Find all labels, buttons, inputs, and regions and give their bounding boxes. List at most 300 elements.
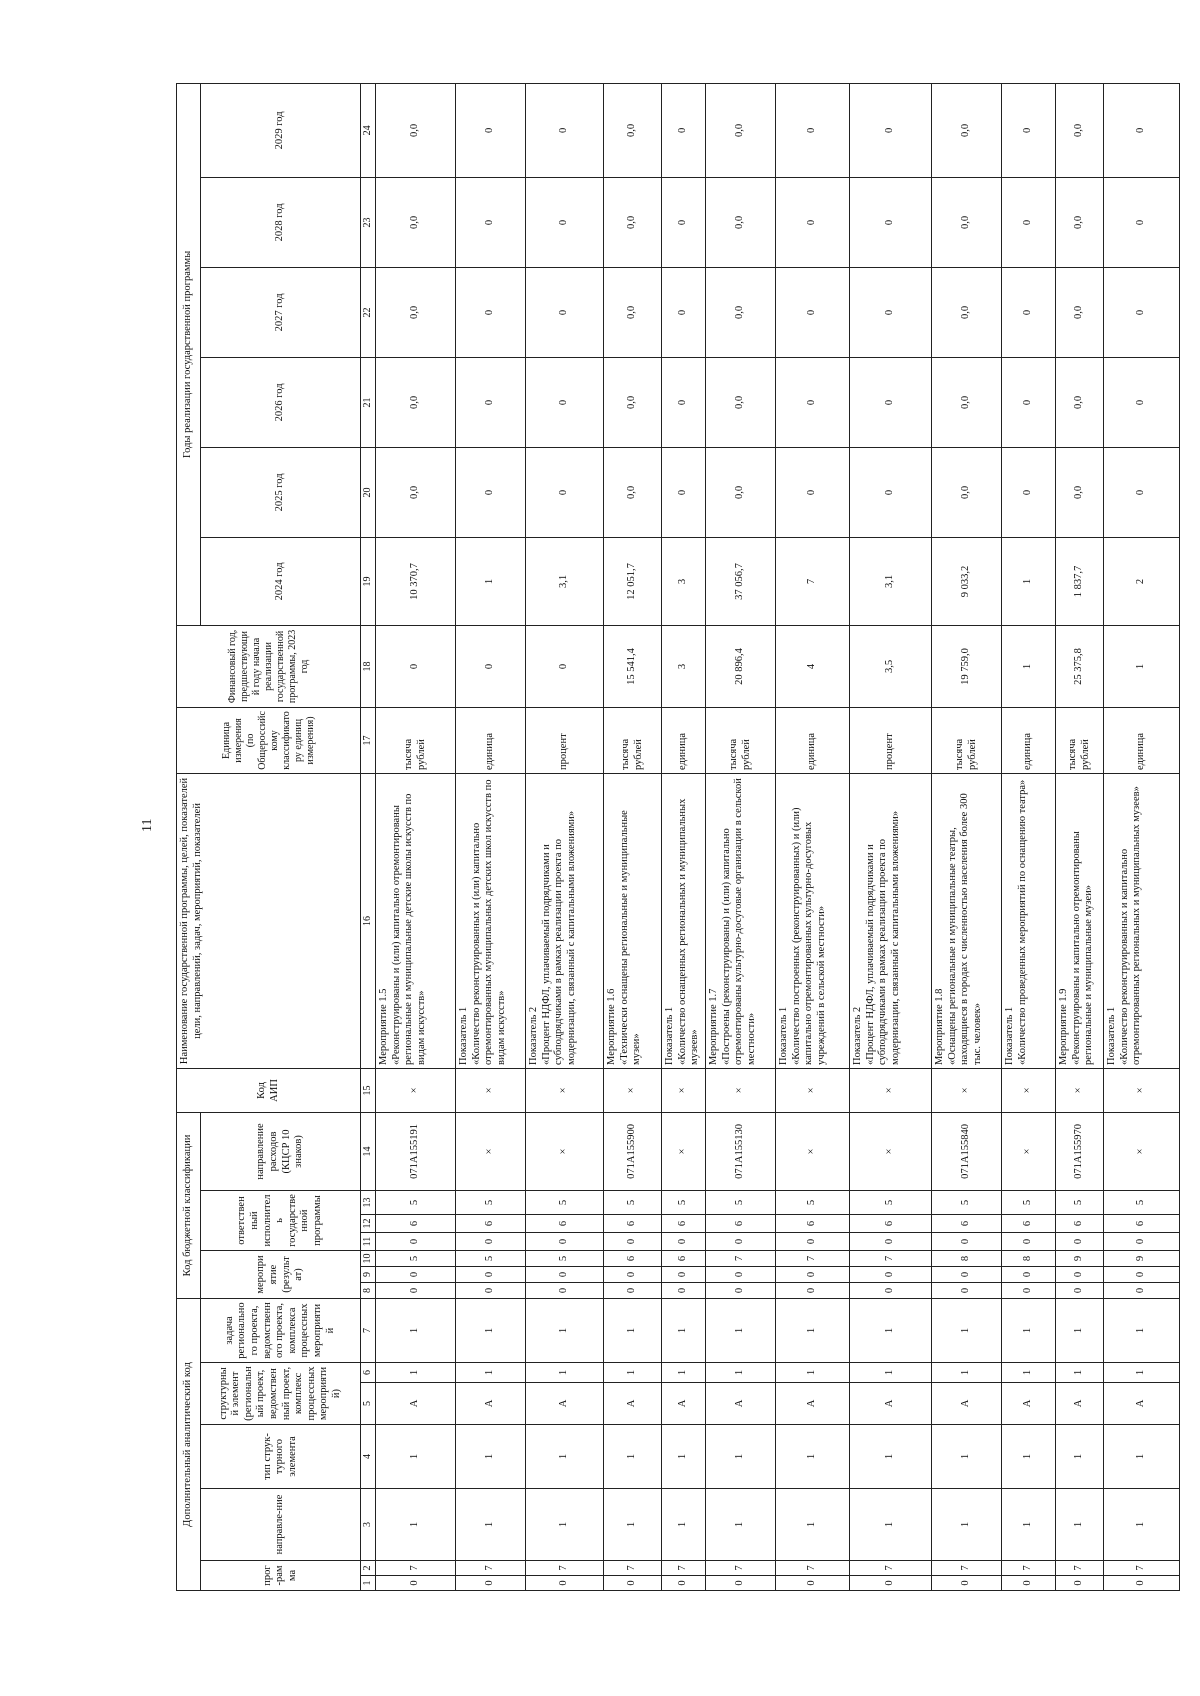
code-cell: 9 xyxy=(1056,1251,1104,1267)
header-year-2024: 2024 год xyxy=(201,537,361,625)
unit-cell: тысяча рублей xyxy=(376,707,456,773)
year-value-cell: 0,0 xyxy=(932,447,1002,537)
table-row xyxy=(1002,83,1056,1590)
code-cell: 1 xyxy=(1104,1489,1180,1561)
item-name: «Построены (реконструированы) и (или) капитально отремонтированы культурно-досуговые организации в сельской местности» xyxy=(720,778,757,1065)
code-cell: 1 xyxy=(456,1489,526,1561)
item-kind: Показатель 2 xyxy=(528,1006,539,1065)
year-value-cell: 0,0 xyxy=(932,267,1002,357)
column-number: 10 xyxy=(361,1251,376,1267)
year-value-cell: 0 xyxy=(662,267,706,357)
base-year-cell: 4 xyxy=(776,625,850,707)
unit-cell: единица xyxy=(1002,707,1056,773)
year-value-cell: 0 xyxy=(1104,267,1180,357)
unit-cell: единица xyxy=(776,707,850,773)
aip-cell: × xyxy=(662,1068,706,1112)
item-kind: Мероприятие 1.7 xyxy=(708,988,719,1065)
column-number: 16 xyxy=(361,773,376,1068)
unit-cell: тысяча рублей xyxy=(706,707,776,773)
code-cell: 7 xyxy=(456,1561,526,1576)
table-row xyxy=(1056,83,1104,1590)
year-value-cell: 9 033,2 xyxy=(932,537,1002,625)
code-cell: 1 xyxy=(850,1489,932,1561)
code-cell: 0 xyxy=(1002,1283,1056,1299)
code-cell: 1 xyxy=(662,1489,706,1561)
year-value-cell: 0,0 xyxy=(604,267,662,357)
base-year-cell: 1 xyxy=(1002,625,1056,707)
item-kind: Мероприятие 1.6 xyxy=(606,988,617,1065)
column-number: 2 xyxy=(361,1561,376,1576)
code-cell: 0 xyxy=(776,1267,850,1283)
rotated-table-container xyxy=(176,104,1200,1591)
code-cell: 6 xyxy=(526,1215,604,1233)
code-cell: 0 xyxy=(932,1233,1002,1251)
year-value-cell: 0,0 xyxy=(604,83,662,177)
code-cell: 0 xyxy=(376,1233,456,1251)
item-kind: Мероприятие 1.5 xyxy=(378,988,389,1065)
description-cell xyxy=(604,773,662,1068)
year-value-cell: 0 xyxy=(526,447,604,537)
column-number: 23 xyxy=(361,177,376,267)
code-cell: 5 xyxy=(662,1191,706,1215)
code-cell: 0 xyxy=(850,1283,932,1299)
year-value-cell: 0 xyxy=(850,267,932,357)
aip-cell: × xyxy=(1056,1068,1104,1112)
item-name: «Количество реконструированных и капитально отремонтированных региональных и муниципальных музеев» xyxy=(1118,786,1143,1065)
code-cell: 6 xyxy=(604,1215,662,1233)
code-cell: 1 xyxy=(1056,1489,1104,1561)
header-year-2025: 2025 год xyxy=(201,447,361,537)
code-cell: 1 xyxy=(932,1299,1002,1363)
code-cell: 0 xyxy=(706,1267,776,1283)
code-cell: 0 xyxy=(850,1233,932,1251)
kcsr-cell: × xyxy=(850,1112,932,1190)
code-cell: 9 xyxy=(1104,1251,1180,1267)
code-cell: 1 xyxy=(850,1425,932,1489)
year-value-cell: 3 xyxy=(662,537,706,625)
year-value-cell: 0 xyxy=(850,177,932,267)
code-cell: А xyxy=(706,1383,776,1425)
year-value-cell: 0,0 xyxy=(604,357,662,447)
item-kind: Показатель 1 xyxy=(1106,1006,1117,1065)
year-value-cell: 0 xyxy=(1002,177,1056,267)
code-cell: 0 xyxy=(932,1576,1002,1591)
kcsr-cell: × xyxy=(526,1112,604,1190)
code-cell: 0 xyxy=(456,1576,526,1591)
code-cell: 0 xyxy=(1104,1576,1180,1591)
code-cell: 0 xyxy=(932,1283,1002,1299)
year-value-cell: 0,0 xyxy=(1056,447,1104,537)
year-value-cell: 0 xyxy=(1002,267,1056,357)
code-cell: 0 xyxy=(662,1233,706,1251)
item-kind: Показатель 1 xyxy=(778,1006,789,1065)
code-cell: 0 xyxy=(932,1267,1002,1283)
code-cell: 5 xyxy=(456,1191,526,1215)
kcsr-cell: 071А155840 xyxy=(932,1112,1002,1190)
code-cell: 6 xyxy=(850,1215,932,1233)
code-cell: 1 xyxy=(1104,1363,1180,1383)
year-value-cell: 0 xyxy=(526,267,604,357)
item-name: «Оснащены региональные и муниципальные театры, находящиеся в городах с численностью населения более 300 тыс. человек» xyxy=(946,793,983,1065)
item-name: «Количество реконструированных и (или) капитально отремонтированных муниципальных детских школ искусств по видам искусств» xyxy=(470,779,507,1065)
column-number: 14 xyxy=(361,1112,376,1190)
column-number: 6 xyxy=(361,1363,376,1383)
header-struct: структурный элемент (региональный проект, ведомственный проект, комплекс процессных мероприятий) xyxy=(201,1363,361,1425)
code-cell: 0 xyxy=(456,1283,526,1299)
code-cell: 1 xyxy=(1002,1489,1056,1561)
year-value-cell: 0 xyxy=(662,357,706,447)
code-cell: А xyxy=(1056,1383,1104,1425)
code-cell: 5 xyxy=(604,1191,662,1215)
code-cell: 7 xyxy=(776,1251,850,1267)
table-row xyxy=(456,83,526,1590)
base-year-cell: 1 xyxy=(1104,625,1180,707)
aip-cell: × xyxy=(1002,1068,1056,1112)
item-name: «Процент НДФЛ, уплачиваемый подрядчиками и субподрядчиками в рамках реализации проекта по модернизации, связанный с капитальными вложениями» xyxy=(540,810,577,1065)
year-value-cell: 0,0 xyxy=(376,267,456,357)
code-cell: 1 xyxy=(456,1425,526,1489)
code-cell: А xyxy=(456,1383,526,1425)
column-number: 11 xyxy=(361,1233,376,1251)
year-value-cell: 0,0 xyxy=(706,83,776,177)
code-cell: 6 xyxy=(662,1215,706,1233)
column-number-row xyxy=(361,83,376,1590)
base-year-cell: 0 xyxy=(456,625,526,707)
column-number: 12 xyxy=(361,1215,376,1233)
header-year-2029: 2029 год xyxy=(201,83,361,177)
description-cell xyxy=(376,773,456,1068)
code-cell: 7 xyxy=(850,1251,932,1267)
code-cell: 1 xyxy=(604,1363,662,1383)
code-cell: 0 xyxy=(526,1267,604,1283)
code-cell: 8 xyxy=(1002,1251,1056,1267)
header-year-2028: 2028 год xyxy=(201,177,361,267)
item-name: «Количество построенных (реконструированных) и (или) капитально отремонтированных культурно-досуговых учреждений в сельской местности» xyxy=(790,807,827,1065)
column-number: 22 xyxy=(361,267,376,357)
code-cell: 6 xyxy=(604,1251,662,1267)
code-cell: 1 xyxy=(1104,1425,1180,1489)
code-cell: 0 xyxy=(706,1283,776,1299)
aip-cell: × xyxy=(706,1068,776,1112)
column-number: 8 xyxy=(361,1283,376,1299)
column-number: 19 xyxy=(361,537,376,625)
code-cell: 0 xyxy=(376,1267,456,1283)
kcsr-cell: 071А155130 xyxy=(706,1112,776,1190)
aip-cell: × xyxy=(932,1068,1002,1112)
code-cell: 0 xyxy=(706,1233,776,1251)
code-cell: 0 xyxy=(1002,1233,1056,1251)
code-cell: 0 xyxy=(1104,1283,1180,1299)
code-cell: 7 xyxy=(932,1561,1002,1576)
code-cell: 1 xyxy=(1056,1425,1104,1489)
aip-cell: × xyxy=(776,1068,850,1112)
unit-cell: единица xyxy=(456,707,526,773)
code-cell: 6 xyxy=(706,1215,776,1233)
aip-cell: × xyxy=(850,1068,932,1112)
header-unit: Единица измерения (по Общероссийскому классификатору единиц измерения) xyxy=(177,707,361,773)
year-value-cell: 0,0 xyxy=(706,267,776,357)
code-cell: 6 xyxy=(1104,1215,1180,1233)
code-cell: 1 xyxy=(1002,1425,1056,1489)
year-value-cell: 0,0 xyxy=(376,83,456,177)
year-value-cell: 0,0 xyxy=(1056,177,1104,267)
code-cell: 0 xyxy=(1056,1233,1104,1251)
year-value-cell: 0 xyxy=(850,447,932,537)
year-value-cell: 0,0 xyxy=(376,357,456,447)
year-value-cell: 0 xyxy=(526,177,604,267)
code-cell: 0 xyxy=(376,1283,456,1299)
code-cell: 6 xyxy=(376,1215,456,1233)
year-value-cell: 0 xyxy=(776,83,850,177)
year-value-cell: 3,1 xyxy=(850,537,932,625)
code-cell: 0 xyxy=(1056,1283,1104,1299)
year-value-cell: 0 xyxy=(456,177,526,267)
code-cell: 1 xyxy=(1056,1299,1104,1363)
code-cell: 6 xyxy=(1002,1215,1056,1233)
code-cell: 1 xyxy=(604,1299,662,1363)
header-task: задача регионального проекта, ведомственного проекта, комплекса процессных мероприятий xyxy=(201,1299,361,1363)
year-value-cell: 0 xyxy=(776,357,850,447)
kcsr-cell: × xyxy=(1002,1112,1056,1190)
code-cell: 0 xyxy=(526,1576,604,1591)
code-cell: 7 xyxy=(1002,1561,1056,1576)
year-value-cell: 0,0 xyxy=(706,177,776,267)
year-value-cell: 0,0 xyxy=(706,357,776,447)
column-number: 9 xyxy=(361,1267,376,1283)
code-cell: 1 xyxy=(1002,1299,1056,1363)
year-value-cell: 0,0 xyxy=(604,177,662,267)
code-cell: 5 xyxy=(1002,1191,1056,1215)
year-value-cell: 0,0 xyxy=(932,357,1002,447)
description-cell xyxy=(706,773,776,1068)
header-program: прог-рамма xyxy=(201,1561,361,1591)
item-name: «Реконструированы и капитально отремонтированы региональные и муниципальные музеи» xyxy=(1070,831,1095,1065)
code-cell: 1 xyxy=(604,1425,662,1489)
code-cell: 1 xyxy=(456,1363,526,1383)
base-year-cell: 19 759,0 xyxy=(932,625,1002,707)
code-cell: 5 xyxy=(776,1191,850,1215)
code-cell: 0 xyxy=(776,1233,850,1251)
year-value-cell: 0 xyxy=(776,267,850,357)
code-cell: 0 xyxy=(850,1576,932,1591)
kcsr-cell: × xyxy=(456,1112,526,1190)
year-value-cell: 0 xyxy=(1002,83,1056,177)
unit-cell: процент xyxy=(526,707,604,773)
year-value-cell: 1 xyxy=(1002,537,1056,625)
base-year-cell: 25 375,8 xyxy=(1056,625,1104,707)
code-cell: 1 xyxy=(604,1489,662,1561)
header-direction: направле-ние xyxy=(201,1489,361,1561)
aip-cell: × xyxy=(376,1068,456,1112)
header-year-2026: 2026 год xyxy=(201,357,361,447)
header-name: Наименование государственной программы, целей, показателей цели, направлений, задач, мероприятий, показателей xyxy=(177,773,361,1068)
code-cell: А xyxy=(662,1383,706,1425)
code-cell: 0 xyxy=(1056,1267,1104,1283)
code-cell: А xyxy=(932,1383,1002,1425)
code-cell: 5 xyxy=(1056,1191,1104,1215)
code-cell: 1 xyxy=(662,1363,706,1383)
code-cell: 1 xyxy=(1002,1363,1056,1383)
header-type: тип струк-турного элемента xyxy=(201,1425,361,1489)
header-fin-year: Финансовый год, предшествующий году начала реализации государственной программы, 2023 год xyxy=(177,625,361,707)
code-cell: 0 xyxy=(604,1283,662,1299)
code-cell: 1 xyxy=(932,1363,1002,1383)
item-name: «Технически оснащены региональные и муниципальные музеи» xyxy=(618,810,643,1065)
column-number: 18 xyxy=(361,625,376,707)
code-cell: 5 xyxy=(526,1191,604,1215)
year-value-cell: 3,1 xyxy=(526,537,604,625)
code-cell: 1 xyxy=(1056,1363,1104,1383)
year-value-cell: 2 xyxy=(1104,537,1180,625)
column-number: 3 xyxy=(361,1489,376,1561)
year-value-cell: 0 xyxy=(1104,357,1180,447)
code-cell: 1 xyxy=(706,1299,776,1363)
year-value-cell: 0 xyxy=(1002,357,1056,447)
code-cell: 1 xyxy=(662,1299,706,1363)
base-year-cell: 3 xyxy=(662,625,706,707)
header-year-2027: 2027 год xyxy=(201,267,361,357)
column-number: 13 xyxy=(361,1191,376,1215)
year-value-cell: 0 xyxy=(1104,447,1180,537)
code-cell: 1 xyxy=(776,1299,850,1363)
year-value-cell: 0 xyxy=(456,83,526,177)
code-cell: 1 xyxy=(1104,1299,1180,1363)
year-value-cell: 0 xyxy=(1104,177,1180,267)
year-value-cell: 7 xyxy=(776,537,850,625)
code-cell: 0 xyxy=(662,1267,706,1283)
base-year-cell: 0 xyxy=(376,625,456,707)
header-years-group: Годы реализации государственной программы xyxy=(177,83,201,625)
table-row xyxy=(526,83,604,1590)
code-cell: А xyxy=(526,1383,604,1425)
code-cell: 1 xyxy=(376,1425,456,1489)
description-cell xyxy=(932,773,1002,1068)
column-number: 17 xyxy=(361,707,376,773)
code-cell: 1 xyxy=(850,1299,932,1363)
code-cell: 1 xyxy=(376,1299,456,1363)
table-row xyxy=(376,83,456,1590)
kcsr-cell: × xyxy=(776,1112,850,1190)
aip-cell: × xyxy=(526,1068,604,1112)
table-row xyxy=(850,83,932,1590)
code-cell: 7 xyxy=(1104,1561,1180,1576)
code-cell: 1 xyxy=(456,1299,526,1363)
description-cell xyxy=(1002,773,1056,1068)
code-cell: 1 xyxy=(526,1363,604,1383)
code-cell: 5 xyxy=(850,1191,932,1215)
budget-table xyxy=(176,83,1180,1591)
description-cell xyxy=(526,773,604,1068)
code-cell: 1 xyxy=(526,1489,604,1561)
column-number: 7 xyxy=(361,1299,376,1363)
code-cell: А xyxy=(1002,1383,1056,1425)
code-cell: 7 xyxy=(662,1561,706,1576)
code-cell: 0 xyxy=(604,1267,662,1283)
year-value-cell: 10 370,7 xyxy=(376,537,456,625)
kcsr-cell: × xyxy=(1104,1112,1180,1190)
code-cell: А xyxy=(776,1383,850,1425)
code-cell: 1 xyxy=(706,1363,776,1383)
description-cell xyxy=(1056,773,1104,1068)
page-number: 11 xyxy=(140,818,155,832)
year-value-cell: 0 xyxy=(662,447,706,537)
table-body xyxy=(376,83,1180,1590)
year-value-cell: 0 xyxy=(776,447,850,537)
code-cell: 1 xyxy=(706,1425,776,1489)
code-cell: 7 xyxy=(850,1561,932,1576)
unit-cell: единица xyxy=(662,707,706,773)
code-cell: 0 xyxy=(604,1576,662,1591)
code-cell: 0 xyxy=(456,1267,526,1283)
year-value-cell: 12 051,7 xyxy=(604,537,662,625)
aip-cell: × xyxy=(604,1068,662,1112)
year-value-cell: 0 xyxy=(456,267,526,357)
code-cell: 0 xyxy=(850,1267,932,1283)
header-resp: ответственный исполнитель государственной программы xyxy=(201,1191,361,1251)
column-number: 20 xyxy=(361,447,376,537)
code-cell: 0 xyxy=(526,1233,604,1251)
code-cell: 1 xyxy=(776,1425,850,1489)
year-value-cell: 37 056,7 xyxy=(706,537,776,625)
code-cell: 0 xyxy=(604,1233,662,1251)
unit-cell: единица xyxy=(1104,707,1180,773)
code-cell: 0 xyxy=(776,1283,850,1299)
base-year-cell: 0 xyxy=(526,625,604,707)
code-cell: 5 xyxy=(526,1251,604,1267)
year-value-cell: 0 xyxy=(526,357,604,447)
year-value-cell: 0,0 xyxy=(376,177,456,267)
table-row xyxy=(932,83,1002,1590)
code-cell: 5 xyxy=(376,1251,456,1267)
year-value-cell: 0 xyxy=(456,357,526,447)
base-year-cell: 3,5 xyxy=(850,625,932,707)
kcsr-cell: 071А155970 xyxy=(1056,1112,1104,1190)
year-value-cell: 0 xyxy=(526,83,604,177)
column-number: 15 xyxy=(361,1068,376,1112)
code-cell: 0 xyxy=(376,1576,456,1591)
code-cell: 1 xyxy=(376,1489,456,1561)
item-kind: Мероприятие 1.9 xyxy=(1058,988,1069,1065)
column-number: 21 xyxy=(361,357,376,447)
code-cell: 6 xyxy=(662,1251,706,1267)
year-value-cell: 0,0 xyxy=(376,447,456,537)
code-cell: 7 xyxy=(776,1561,850,1576)
year-value-cell: 0,0 xyxy=(1056,83,1104,177)
code-cell: 8 xyxy=(932,1251,1002,1267)
column-number: 24 xyxy=(361,83,376,177)
item-name: «Реконструированы и (или) капитально отремонтированы региональные и муниципальные детские школы искусств по видам искусств» xyxy=(390,793,427,1065)
year-value-cell: 0,0 xyxy=(604,447,662,537)
code-cell: 1 xyxy=(662,1425,706,1489)
item-name: «Количество проведенных мероприятий по оснащению театра» xyxy=(1016,779,1028,1065)
code-cell: 6 xyxy=(1056,1215,1104,1233)
item-kind: Показатель 2 xyxy=(852,1006,863,1065)
code-cell: 1 xyxy=(932,1489,1002,1561)
table-row xyxy=(604,83,662,1590)
code-cell: 1 xyxy=(932,1425,1002,1489)
unit-cell: тысяча рублей xyxy=(604,707,662,773)
code-cell: 1 xyxy=(776,1363,850,1383)
code-cell: 7 xyxy=(706,1251,776,1267)
code-cell: А xyxy=(850,1383,932,1425)
table-row xyxy=(776,83,850,1590)
header-aip: Код АИП xyxy=(177,1068,361,1112)
header-budget-group: Код бюджетной классификации xyxy=(177,1112,201,1298)
code-cell: 6 xyxy=(932,1215,1002,1233)
item-kind: Показатель 1 xyxy=(1004,1006,1015,1065)
year-value-cell: 0,0 xyxy=(1056,267,1104,357)
code-cell: 0 xyxy=(662,1283,706,1299)
